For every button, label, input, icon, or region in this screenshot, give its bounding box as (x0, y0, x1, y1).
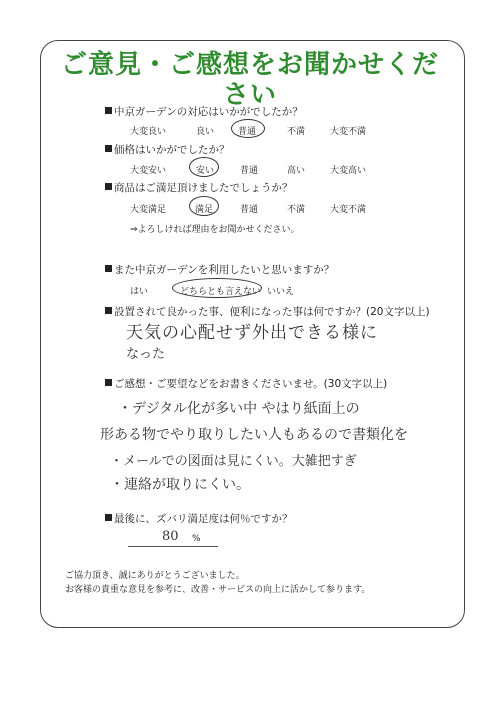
q7-unit: % (192, 534, 201, 544)
q2-option-very-expensive: 大変高い (330, 166, 367, 176)
q5-answer-line-1: 天気の心配せず外出できる様に (126, 323, 378, 343)
footer-message: お客様の貴重な意見を参考に、改善・サービスの向上に活かして参ります。 (65, 585, 371, 595)
q1-option-dissatisfied: 不満 (287, 127, 306, 137)
question-product (105, 180, 293, 195)
question-reuse-text: また中京ガーデンを利用したいと思いますか？ (114, 264, 335, 276)
question-price (105, 142, 230, 157)
question-satisfaction (105, 511, 293, 526)
q3-option-normal: 普通 (240, 205, 259, 215)
question-benefits-text: 設置されて良かった事、便利になった事は何ですか？(20文字以上) (114, 306, 430, 318)
q4-option-neither: どちらとも言えない (180, 287, 262, 297)
q3-option-very-satisfied: 大変満足 (130, 205, 167, 215)
bullet-square-icon (105, 307, 112, 314)
q2-option-expensive: 高い (287, 166, 306, 176)
q6-answer-line-2: 形ある物でやり取りしたい人もあるので書類化を (100, 427, 408, 443)
bullet-square-icon (105, 379, 112, 386)
survey-title: ご意見・ご感想をお聞かせください (60, 50, 439, 110)
question-comments-text: ご感想・ご要望などをお書きくださいませ。(30文字以上) (114, 378, 388, 390)
q3-reason-prompt: ⇒よろしければ理由をお聞かせください。 (130, 225, 300, 235)
q3-option-satisfied: 満足 (195, 205, 214, 215)
question-product-text: 商品はご満足頂けましたでしょうか？ (114, 182, 293, 194)
question-satisfaction-text: 最後に、ズバリ満足度は何％ですか？ (114, 513, 293, 525)
q7-answer-underline (128, 546, 218, 547)
bullet-square-icon (105, 107, 112, 114)
question-service-text: 中京ガーデンの対応はいかがでしたか？ (114, 106, 303, 118)
footer-thanks: ご協力頂き、誠にありがとうございました。 (65, 571, 245, 581)
bullet-square-icon (105, 183, 112, 190)
q2-selected-circle (189, 157, 219, 177)
q6-answer-line-3: ・メールでの図面は見にくい。大雑把すぎ (110, 454, 357, 469)
question-price-text: 価格はいかがでしたか？ (114, 144, 230, 156)
q3-option-dissatisfied: 不満 (287, 205, 306, 215)
question-comments (105, 376, 387, 391)
q7-answer: 80 (162, 529, 179, 544)
q3-option-very-dissatisfied: 大変不満 (330, 205, 367, 215)
bullet-square-icon (105, 265, 112, 272)
q5-answer-line-2: なった (126, 347, 166, 362)
q6-answer-line-1: ・デジタル化が多い中 やはり紙面上の (118, 401, 360, 417)
question-reuse (105, 262, 334, 277)
q3-selected-circle (189, 196, 219, 216)
question-service (105, 104, 303, 119)
q4-selected-circle (172, 278, 262, 298)
q2-option-very-cheap: 大変安い (130, 166, 167, 176)
bullet-square-icon (105, 514, 112, 521)
q1-option-good: 良い (196, 127, 215, 137)
q6-answer-line-4: ・連絡が取りにくい。 (110, 477, 250, 493)
q1-option-very-good: 大変良い (130, 127, 167, 137)
bullet-square-icon (105, 145, 112, 152)
q2-option-normal: 普通 (240, 166, 259, 176)
question-benefits (105, 304, 430, 319)
q1-option-very-dissatisfied: 大変不満 (330, 127, 367, 137)
q4-option-no: いいえ (267, 287, 295, 297)
q1-selected-circle (231, 119, 265, 138)
q2-option-cheap: 安い (196, 166, 215, 176)
q4-option-yes: はい (130, 287, 149, 297)
q1-option-normal: 普通 (238, 127, 257, 137)
